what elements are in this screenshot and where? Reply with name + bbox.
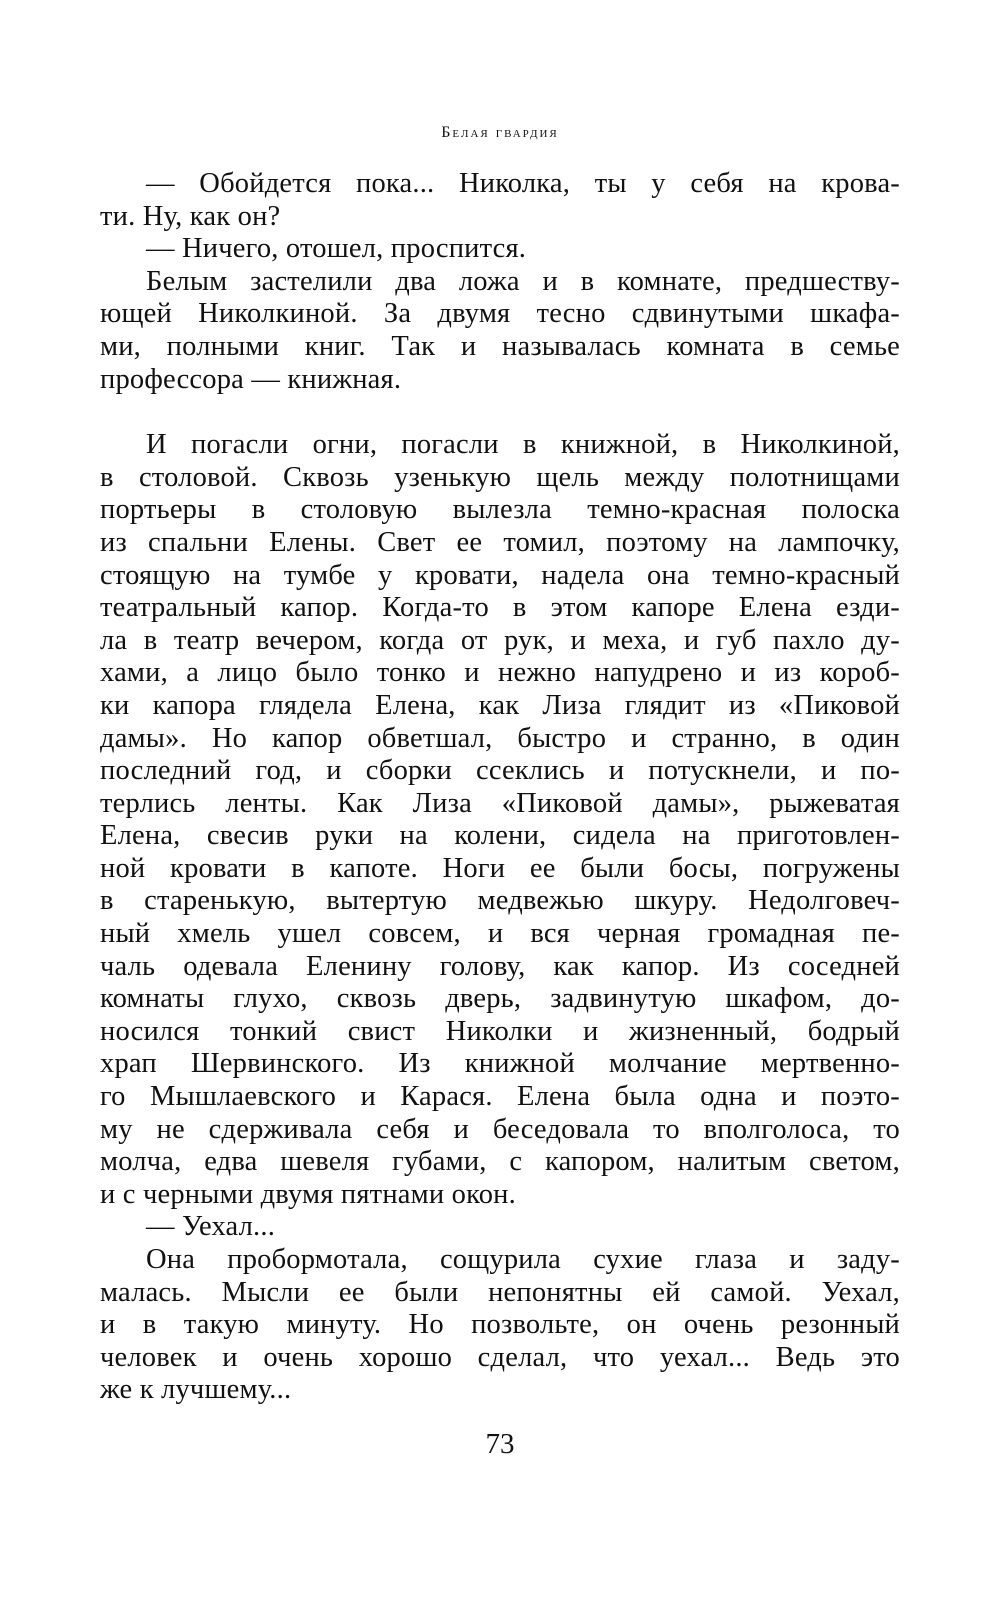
- text-line: ющей Николкиной. За двумя тесно сдвинутыми шкафа-: [100, 298, 900, 330]
- text-line: хами, а лицо было тонко и нежно напудрено и из короб-: [100, 657, 900, 689]
- text-line: театральный капор. Когда-то в этом капоре Елена езди-: [100, 592, 900, 624]
- text-line: профессора — книжная.: [100, 363, 402, 395]
- text-line: храп Шервинского. Из книжной молчание мертвенно-: [100, 1048, 900, 1080]
- text-line: и в такую минуту. Но позвольте, он очень резонный: [100, 1309, 900, 1341]
- text-line: Она пробормотала, сощурила сухие глаза и заду-: [146, 1244, 900, 1275]
- text-line: ный хмель ушел совсем, и вся черная громадная пе-: [100, 918, 900, 950]
- text-line: — Уехал...: [146, 1211, 276, 1243]
- text-line: Елена, свесив руки на колени, сидела на приготовлен-: [100, 820, 900, 852]
- text-line: ти. Ну, как он?: [100, 200, 281, 232]
- text-line: малась. Мысли ее были непонятны ей самой. Уехал,: [100, 1276, 900, 1308]
- text-block: [100, 168, 900, 1407]
- page-number: 73: [485, 1428, 515, 1460]
- text-line: в столовой. Сквозь узенькую щель между полотнищами: [100, 461, 900, 493]
- text-line: портьеры в столовую вылезла темно-красная полоска: [100, 494, 900, 526]
- text-line: носился тонкий свист Николки и жизненный, бодрый: [100, 1015, 900, 1047]
- text-line: ной кровати в капоте. Ноги ее были босы, погружены: [100, 852, 900, 884]
- text-line: чаль одевала Еленину голову, как капор. Из соседней: [100, 950, 900, 982]
- text-line: из спальни Елены. Свет ее томил, поэтому на лампочку,: [100, 526, 900, 558]
- text-line: и с черными двумя пятнами окон.: [100, 1178, 516, 1210]
- text-line: молча, едва шевеля губами, с капором, налитым светом,: [100, 1146, 900, 1178]
- text-line: последний год, и сборки ссеклись и потускнели, и по-: [100, 755, 900, 787]
- text-line: ла в театр вечером, когда от рук, и меха, и губ пахло ду-: [100, 624, 900, 656]
- text-line: ми, полными книг. Так и называлась комната в семье: [100, 330, 900, 362]
- text-line: — Ничего, отошел, проспится.: [146, 233, 527, 265]
- section-break: [100, 396, 900, 429]
- text-line: ки капора глядела Елена, как Лиза глядит из «Пиковой: [100, 689, 900, 721]
- text-line: человек и очень хорошо сделал, что уехал... Ведь это: [100, 1341, 900, 1373]
- text-line: му не сдерживала себя и беседовала то вполголоса, то: [100, 1113, 900, 1145]
- text-line: И погасли огни, погасли в книжной, в Николкиной,: [146, 429, 900, 461]
- text-line: комнаты глухо, сквозь дверь, задвинутую шкафом, до-: [100, 983, 900, 1015]
- text-line: го Мышлаевского и Карася. Елена была одна и поэто-: [100, 1081, 900, 1113]
- text-line: же к лучшему...: [100, 1374, 292, 1406]
- text-line: — Обойдется пока... Николка, ты у себя на крова-: [146, 168, 900, 199]
- text-line: Белым застелили два ложа и в комнате, предшеству-: [146, 265, 900, 297]
- text-line: терлись ленты. Как Лиза «Пиковой дамы», рыжеватая: [100, 787, 900, 819]
- text-line: дамы». Но капор обветшал, быстро и странно, в один: [100, 722, 900, 754]
- running-head: Белая гвардия: [441, 124, 559, 141]
- text-line: стоящую на тумбе у кровати, надела она темно-красный: [100, 559, 900, 591]
- text-line: в старенькую, вытертую медвежью шкуру. Недолговеч-: [100, 885, 900, 917]
